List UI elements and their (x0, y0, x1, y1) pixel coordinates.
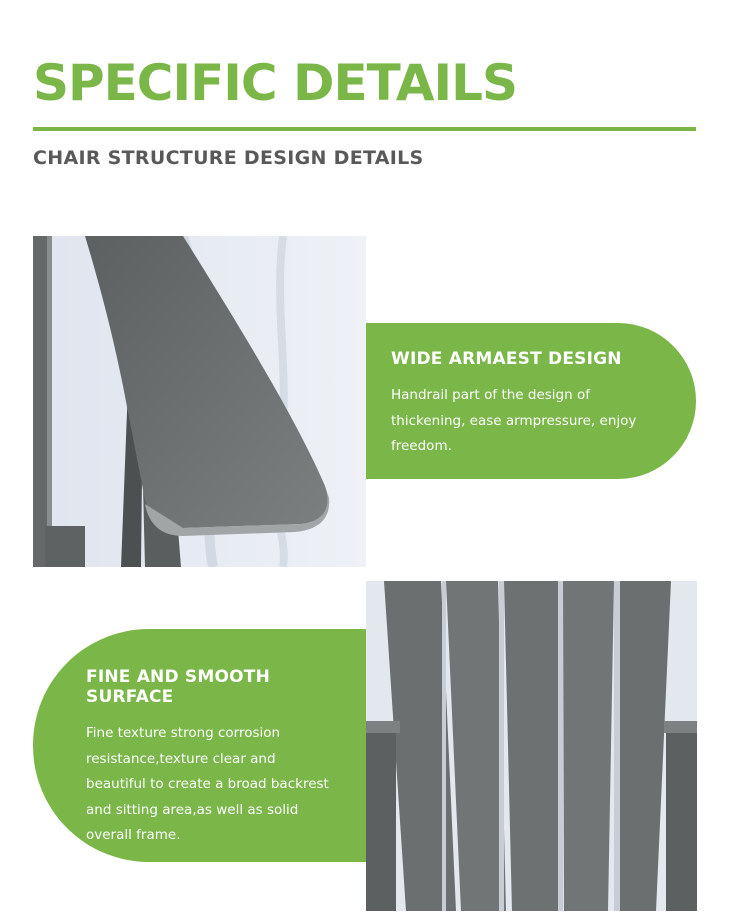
page-title: SPECIFIC DETAILS (33, 54, 518, 112)
feature-line: Handrail part of the design of (391, 387, 590, 403)
feature-line: resistance,texture clear and (86, 750, 276, 767)
feature-description (391, 383, 676, 460)
title-divider (33, 127, 696, 131)
feature-title: WIDE ARMAEST DESIGN (391, 349, 622, 369)
feature-card-surface (33, 629, 366, 862)
feature-line: Fine texture strong corrosion (86, 725, 281, 741)
feature-title: FINE AND SMOOTH SURFACE (86, 667, 270, 707)
feature-line: freedom. (391, 438, 452, 454)
feature-description (86, 721, 350, 849)
feature-line: beautiful to create a broad backrest (86, 776, 329, 792)
armrest-photo (33, 236, 366, 567)
feature-line: and sitting area,as well as solid (86, 801, 299, 818)
feature-card-armrest (366, 323, 696, 479)
page-subtitle: CHAIR STRUCTURE DESIGN DETAILS (33, 147, 424, 169)
feature-line: overall frame. (86, 827, 181, 843)
feature-line: thickening, ease armpressure, enjoy (391, 412, 637, 429)
backrest-photo (366, 581, 697, 911)
